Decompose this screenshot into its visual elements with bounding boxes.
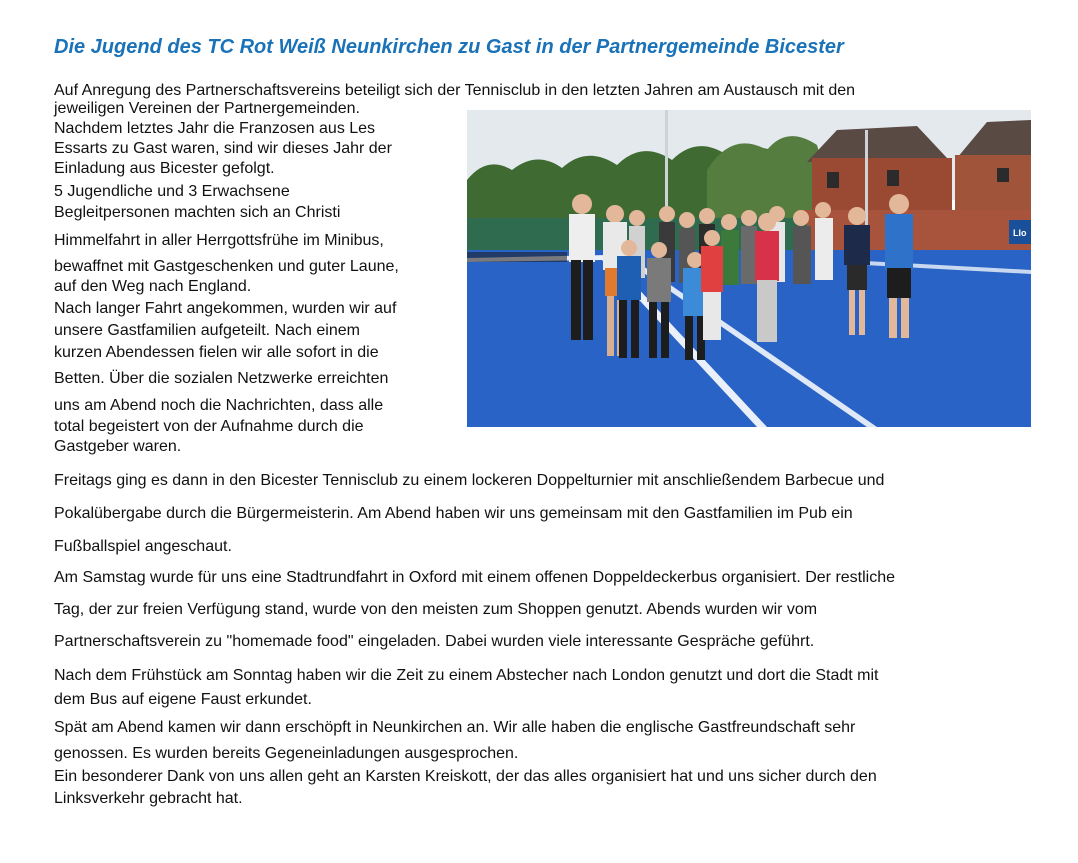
- paragraph-line: Fußballspiel angeschaut.: [54, 538, 232, 555]
- photo-sign: Llo: [1013, 228, 1027, 238]
- paragraph-line: Nachdem letztes Jahr die Franzosen aus Les: [54, 120, 376, 137]
- paragraph-line: total begeistert von der Aufnahme durch die: [54, 418, 364, 435]
- paragraph-line: kurzen Abendessen fielen wir alle sofort in die: [54, 344, 379, 361]
- paragraph-line: jeweiligen Vereinen der Partnergemeinden.: [54, 100, 360, 117]
- paragraph-line: auf den Weg nach England.: [54, 278, 252, 295]
- paragraph-line: Gastgeber waren.: [54, 438, 182, 455]
- paragraph-line: Essarts zu Gast waren, sind wir dieses Jahr der: [54, 140, 392, 157]
- paragraph-line: Himmelfahrt in aller Herrgottsfrühe im Minibus,: [54, 232, 384, 249]
- paragraph-line: Pokalübergabe durch die Bürgermeisterin. Am Abend haben wir uns gemeinsam mit den Gastfamilien im Pub ein: [54, 505, 853, 522]
- paragraph-line: Begleitpersonen machten sich an Christi: [54, 204, 341, 221]
- paragraph-line: genossen. Es wurden bereits Gegeneinladungen ausgesprochen.: [54, 745, 519, 762]
- paragraph-line: Tag, der zur freien Verfügung stand, wurde von den meisten zum Shoppen genutzt. Abends wurden wir vom: [54, 601, 818, 618]
- paragraph-line: Nach langer Fahrt angekommen, wurden wir auf: [54, 300, 397, 317]
- paragraph-line: Auf Anregung des Partnerschaftsvereins beteiligt sich der Tennisclub in den letzten Jahren am Austausch mit den: [54, 82, 856, 99]
- paragraph-line: Betten. Über die sozialen Netzwerke erreichten: [54, 370, 389, 387]
- article-title: Die Jugend des TC Rot Weiß Neunkirchen zu Gast in der Partnergemeinde Bicester: [54, 36, 844, 58]
- paragraph-line: 5 Jugendliche und 3 Erwachsene: [54, 183, 290, 200]
- paragraph-line: Spät am Abend kamen wir dann erschöpft in Neunkirchen an. Wir alle haben die englische Gastfreundschaft sehr: [54, 719, 856, 736]
- paragraph-line: dem Bus auf eigene Faust erkundet.: [54, 691, 312, 708]
- paragraph-line: Partnerschaftsverein zu "homemade food" eingeladen. Dabei wurden viele interessante Gespräche geführt.: [54, 633, 815, 650]
- paragraph-line: Am Samstag wurde für uns eine Stadtrundfahrt in Oxford mit einem offenen Doppeldeckerbus organisiert. Der restliche: [54, 569, 896, 586]
- paragraph-line: bewaffnet mit Gastgeschenken und guter Laune,: [54, 258, 399, 275]
- paragraph-line: Freitags ging es dann in den Bicester Tennisclub zu einem lockeren Doppelturnier mit anschließendem Barbecue und: [54, 472, 885, 489]
- paragraph-line: unsere Gastfamilien aufgeteilt. Nach einem: [54, 322, 360, 339]
- group-photo: [467, 110, 1031, 427]
- paragraph-line: Nach dem Frühstück am Sonntag haben wir die Zeit zu einem Abstecher nach London genutzt und dort die Stadt mit: [54, 667, 879, 684]
- paragraph-line: Einladung aus Bicester gefolgt.: [54, 160, 275, 177]
- paragraph-line: Linksverkehr gebracht hat.: [54, 790, 243, 807]
- paragraph-line: Ein besonderer Dank von uns allen geht an Karsten Kreiskott, der das alles organisiert hat und uns sicher durch den: [54, 768, 877, 785]
- paragraph-line: uns am Abend noch die Nachrichten, dass alle: [54, 397, 384, 414]
